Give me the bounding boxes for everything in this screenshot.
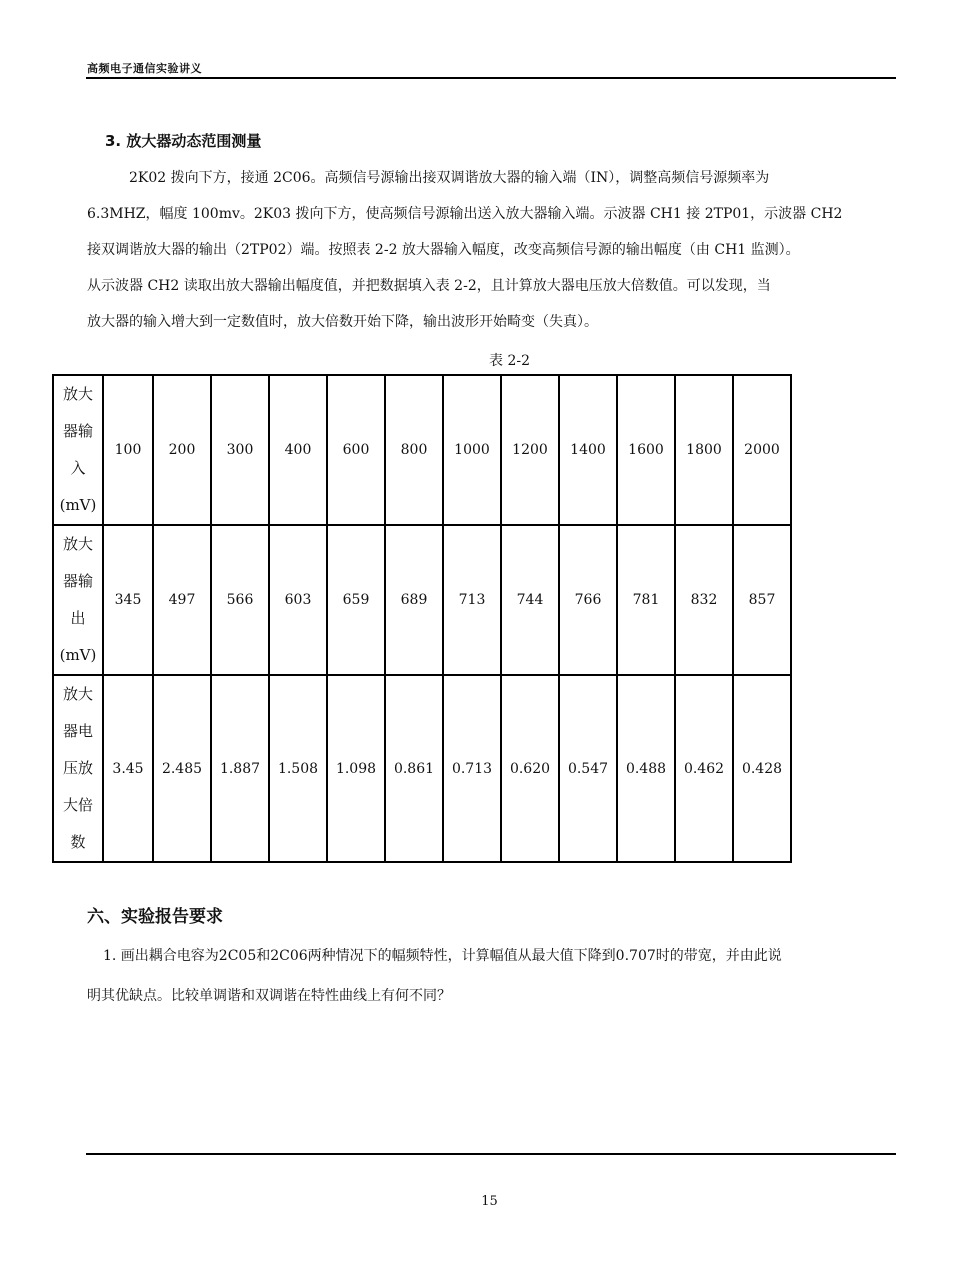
table-cell: 0.620 bbox=[501, 675, 559, 862]
footer-rule bbox=[86, 1153, 896, 1155]
paragraph-line: 明其优缺点。比较单调谐和双调谐在特性曲线上有何不同？ bbox=[87, 988, 451, 1004]
section-title: 3. 放大器动态范围测量 bbox=[105, 132, 262, 150]
page-number: 15 bbox=[481, 1194, 498, 1209]
report-requirements-title: 六、实验报告要求 bbox=[87, 907, 223, 927]
table-cell: 800 bbox=[385, 375, 443, 525]
table-cell: 766 bbox=[559, 525, 617, 675]
row-header-text: 入 bbox=[70, 459, 86, 477]
paragraph-line: 从示波器 CH2 读取出放大器输出幅度值，并把数据填入表 2-2，且计算放大器电压放大倍数值。可以发现，当 bbox=[87, 278, 771, 294]
row-header-text: 放大 bbox=[62, 535, 93, 553]
table-row-input bbox=[53, 375, 791, 525]
table-cell: 0.428 bbox=[733, 675, 791, 862]
table-cell: 689 bbox=[385, 525, 443, 675]
row-header-text: 器输 bbox=[62, 422, 93, 440]
table-cell: 600 bbox=[327, 375, 385, 525]
row-header-text: 器电 bbox=[62, 722, 93, 740]
section-paragraph bbox=[87, 160, 895, 340]
row-header-text: 数 bbox=[70, 833, 86, 851]
table-cell: 1.887 bbox=[211, 675, 269, 862]
table-cell: 300 bbox=[211, 375, 269, 525]
table-cell: 1400 bbox=[559, 375, 617, 525]
header-rule bbox=[86, 77, 896, 79]
amplifier-data-table bbox=[52, 374, 792, 863]
table-cell: 781 bbox=[617, 525, 675, 675]
table-row-output bbox=[53, 525, 791, 675]
table-cell: 566 bbox=[211, 525, 269, 675]
table-cell: 0.462 bbox=[675, 675, 733, 862]
table-cell: 744 bbox=[501, 525, 559, 675]
running-header: 高频电子通信实验讲义 bbox=[87, 62, 202, 75]
row-header-output bbox=[53, 525, 103, 675]
paragraph-line: 接双调谐放大器的输出（2TP02）端。按照表 2-2 放大器输入幅度，改变高频信号源的输出幅度（由 CH1 监测）。 bbox=[87, 242, 800, 258]
table-cell: 1800 bbox=[675, 375, 733, 525]
row-header-text: 器输 bbox=[62, 572, 93, 590]
row-header-text: (mV) bbox=[59, 646, 97, 664]
row-header-text: 大倍 bbox=[62, 796, 93, 814]
paragraph-line: 2K02 拨向下方，接通 2C06。高频信号源输出接双调谐放大器的输入端（IN），调整高频信号源频率为 bbox=[129, 170, 770, 186]
paragraph-line: 6.3MHZ，幅度 100mv。2K03 拨向下方，使高频信号源输出送入放大器输入端。示波器 CH1 接 2TP01，示波器 CH2 bbox=[87, 206, 843, 222]
table-cell: 0.713 bbox=[443, 675, 501, 862]
table-cell: 345 bbox=[103, 525, 153, 675]
row-header-text: (mV) bbox=[59, 496, 97, 514]
table-cell: 3.45 bbox=[103, 675, 153, 862]
table-cell: 1.508 bbox=[269, 675, 327, 862]
table-cell: 0.861 bbox=[385, 675, 443, 862]
table-cell: 1.098 bbox=[327, 675, 385, 862]
table-cell: 1200 bbox=[501, 375, 559, 525]
row-header-gain bbox=[53, 675, 103, 862]
paragraph-line: 1. 画出耦合电容为2C05和2C06两种情况下的幅频特性，计算幅值从最大值下降到0.707时的带宽，并由此说 bbox=[103, 948, 782, 964]
table-cell: 0.547 bbox=[559, 675, 617, 862]
table-cell: 659 bbox=[327, 525, 385, 675]
table-caption: 表 2-2 bbox=[489, 353, 530, 369]
row-header-text: 放大 bbox=[62, 385, 93, 403]
row-header-text: 压放 bbox=[62, 759, 93, 777]
table-cell: 497 bbox=[153, 525, 211, 675]
table-cell: 857 bbox=[733, 525, 791, 675]
table-cell: 1600 bbox=[617, 375, 675, 525]
table-cell: 100 bbox=[103, 375, 153, 525]
table-cell: 713 bbox=[443, 525, 501, 675]
paragraph-line: 放大器的输入增大到一定数值时，放大倍数开始下降，输出波形开始畸变（失真）。 bbox=[87, 314, 598, 330]
table-cell: 2.485 bbox=[153, 675, 211, 862]
row-header-input bbox=[53, 375, 103, 525]
table-cell: 200 bbox=[153, 375, 211, 525]
table-cell: 2000 bbox=[733, 375, 791, 525]
table-cell: 0.488 bbox=[617, 675, 675, 862]
table-row-gain bbox=[53, 675, 791, 862]
table-cell: 400 bbox=[269, 375, 327, 525]
row-header-text: 放大 bbox=[62, 685, 93, 703]
table-cell: 603 bbox=[269, 525, 327, 675]
report-requirements-text bbox=[87, 936, 895, 1016]
table-cell: 1000 bbox=[443, 375, 501, 525]
table-cell: 832 bbox=[675, 525, 733, 675]
row-header-text: 出 bbox=[70, 609, 86, 627]
